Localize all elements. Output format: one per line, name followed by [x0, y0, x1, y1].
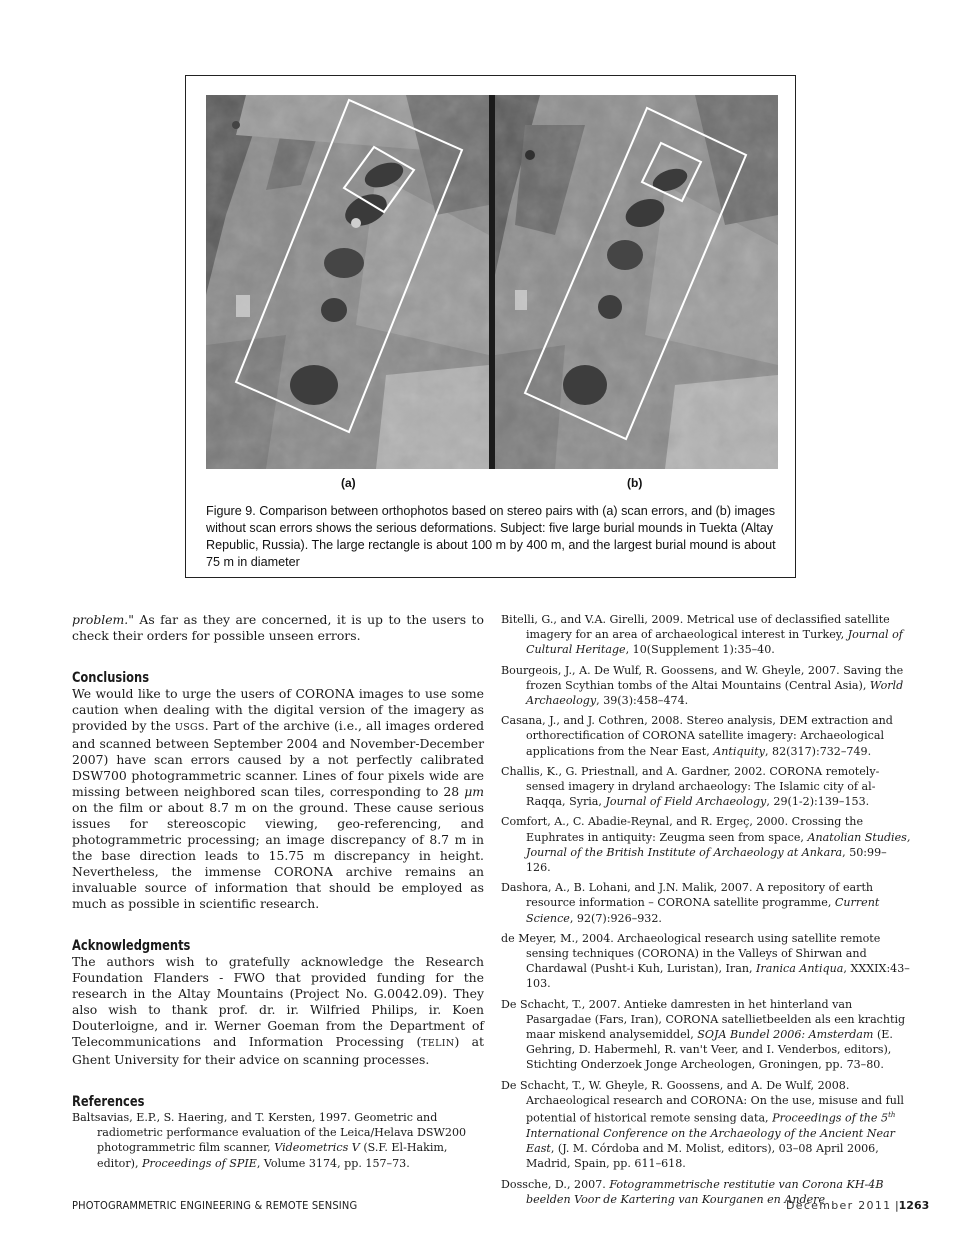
conclusions-paragraph: We would like to urge the users of CORONA images to use some caution when dealing with the digital version of the imagery as provided by the USGS. Part of the archive (i.e., all images ordered and scanned between September 2004 and November-December 2007) have scan errors caused by a not perfectly calibrated DSW700 photogrammetric scanner. Lines of four pixels wide are missing between neighbored scan tiles, corresponding to 28 μm on the film or about 8.7 m on the ground. These cause serious issues for stereoscopic viewing, geo-referencing, and photogrammetric processing; an image discrepancy of 8.7 m in the base direction leads to 15.75 m discrepancy in height. Nevertheless, the immense CORONA archive remains an invaluable source of information that should be employed as much as possible in scientific research.: [72, 686, 484, 911]
references-heading: References: [72, 1094, 145, 1110]
reference-list: [501, 612, 911, 1073]
figure-photos: [206, 95, 778, 469]
reference-entry: Comfort, A., C. Abadie-Reynal, and R. Ergeç, 2000. Crossing the Euphrates in antiquity: Zeugma seen from space, Anatolian Studies, Journal of the British Institute of Archaeology at Ankara, 50:99–126.: [501, 815, 911, 875]
panel-label-b: (b): [627, 476, 643, 490]
reference-entry: Bitelli, G., and V.A. Girelli, 2009. Metrical use of declassified satellite imagery for an area of archaeological interest in Turkey, Journal of Cultural Heritage, 10(Supplement 1):35–40.: [501, 613, 903, 657]
intro-paragraph: problem." As far as they are concerned, it is up to the users to check their orders for possible unseen errors.: [72, 612, 484, 643]
reference-entry: Casana, J., and J. Cothren, 2008. Stereo analysis, DEM extraction and orthorectification of CORONA satellite imagery: Archaeological applications from the Near East, Antiquity, 82(317):732–749.: [501, 714, 893, 758]
footer-page-number: 1263: [898, 1199, 930, 1212]
acknowledgments-paragraph: The authors wish to gratefully acknowledge the Research Foundation Flanders - FWO that provided funding for the research in the Altay Mountains (Project No. G.0042.09). They also wish to thank prof. dr. ir. Wilfried Philips, ir. Koen Douterloigne, and ir. Werner Goeman from the Department of Telecommunications and Information Processing (TELIN) at Ghent University for their advice on scanning processes.: [72, 954, 485, 1067]
orthophoto-with-scan-errors: [206, 95, 489, 469]
conclusions-heading: Conclusions: [72, 670, 150, 686]
figure-caption: Figure 9. Comparison between orthophotos based on stereo pairs with (a) scan errors, and (b) images without scan errors shows the serious deformations. Subject: five large burial mounds in Tuekta (Altay Republic, Russia). The large rectangle is about 100 m by 400 m, and the largest burial mound is about 75 m in diameter: [206, 504, 776, 569]
left-column: [72, 612, 484, 1171]
orthophoto-without-scan-errors: [495, 95, 778, 469]
reference-deschacht-2008: De Schacht, T., W. Gheyle, R. Goossens, and A. De Wulf, 2008. Archaeological research and CORONA: On the use, misuse and full potential of historical remote sensing data, Proceedings of the 5th International Conference on the Archaeology of the Ancient Near East, (J. M. Córdoba and M. Molist, editors), 03–08 April 2006, Madrid, Spain, pp. 611–618.: [501, 1078, 904, 1171]
footer-journal-name: PHOTOGRAMMETRIC ENGINEERING & REMOTE SENSING: [72, 1199, 358, 1212]
footer-date: December 2011: [786, 1199, 892, 1212]
reference-entry: Bourgeois, J., A. De Wulf, R. Goossens, and W. Gheyle, 2007. Saving the frozen Scythian tombs of the Altai Mountains (Central Asia), World Archaeology, 39(3):458–474.: [501, 663, 904, 708]
acknowledgments-heading: Acknowledgments: [72, 938, 191, 954]
reference-entry: Challis, K., G. Priestnall, and A. Gardner, 2002. CORONA remotely-sensed imagery in dryland archaeology: The Islamic city of al-Raqqa, Syria, Journal of Field Archaeology, 29(1-2):139–153.: [501, 764, 880, 809]
reference-entry: de Meyer, M., 2004. Archaeological research using satellite remote sensing techniques (CORONA) in the Valleys of Shirwan and Chardawal (Pusht-i Kuh, Luristan), Iran, Iranica Antiqua, XXXIX:43–103.: [501, 931, 910, 991]
right-column: [501, 612, 911, 1212]
footer-separator: |: [894, 1199, 899, 1212]
reference-dossche: Dossche, D., 2007. Fotogrammetrische restitutie van Corona KH-4B beelden Voor de Kartering van Kourganen en Andere: [501, 1177, 884, 1206]
reference-entry: De Schacht, T., 2007. Antieke damresten in het hinterland van Pasargadae (Fars, Iran), CORONA satellietbeelden als een krachtig maar miskend analysemiddel, SOJA Bundel 2006: Amsterdam (E. Gehring, D. Habermehl, R. van't Veer, and I. Venderbos, editors), Stichting Onderzoek Jonge Archeologen, Groningen, pp. 73–80.: [501, 997, 906, 1072]
figure-9: [185, 75, 796, 578]
panel-label-a: (a): [341, 476, 356, 490]
footer-page-info: [786, 1199, 930, 1212]
reference-entry: Dashora, A., B. Lohani, and J.N. Malik, 2007. A repository of earth resource information – CORONA satellite programme, Current Science, 92(7):926–932.: [501, 881, 880, 925]
reference-baltsavias: Baltsavias, E.P., S. Haering, and T. Kersten, 1997. Geometric and radiometric performance evaluation of the Leica/Helava DSW200 photogrammetric film scanner, Videometrics V (S.F. El-Hakim, editor), Proceedings of SPIE, Volume 3174, pp. 157–73.: [72, 1111, 467, 1170]
